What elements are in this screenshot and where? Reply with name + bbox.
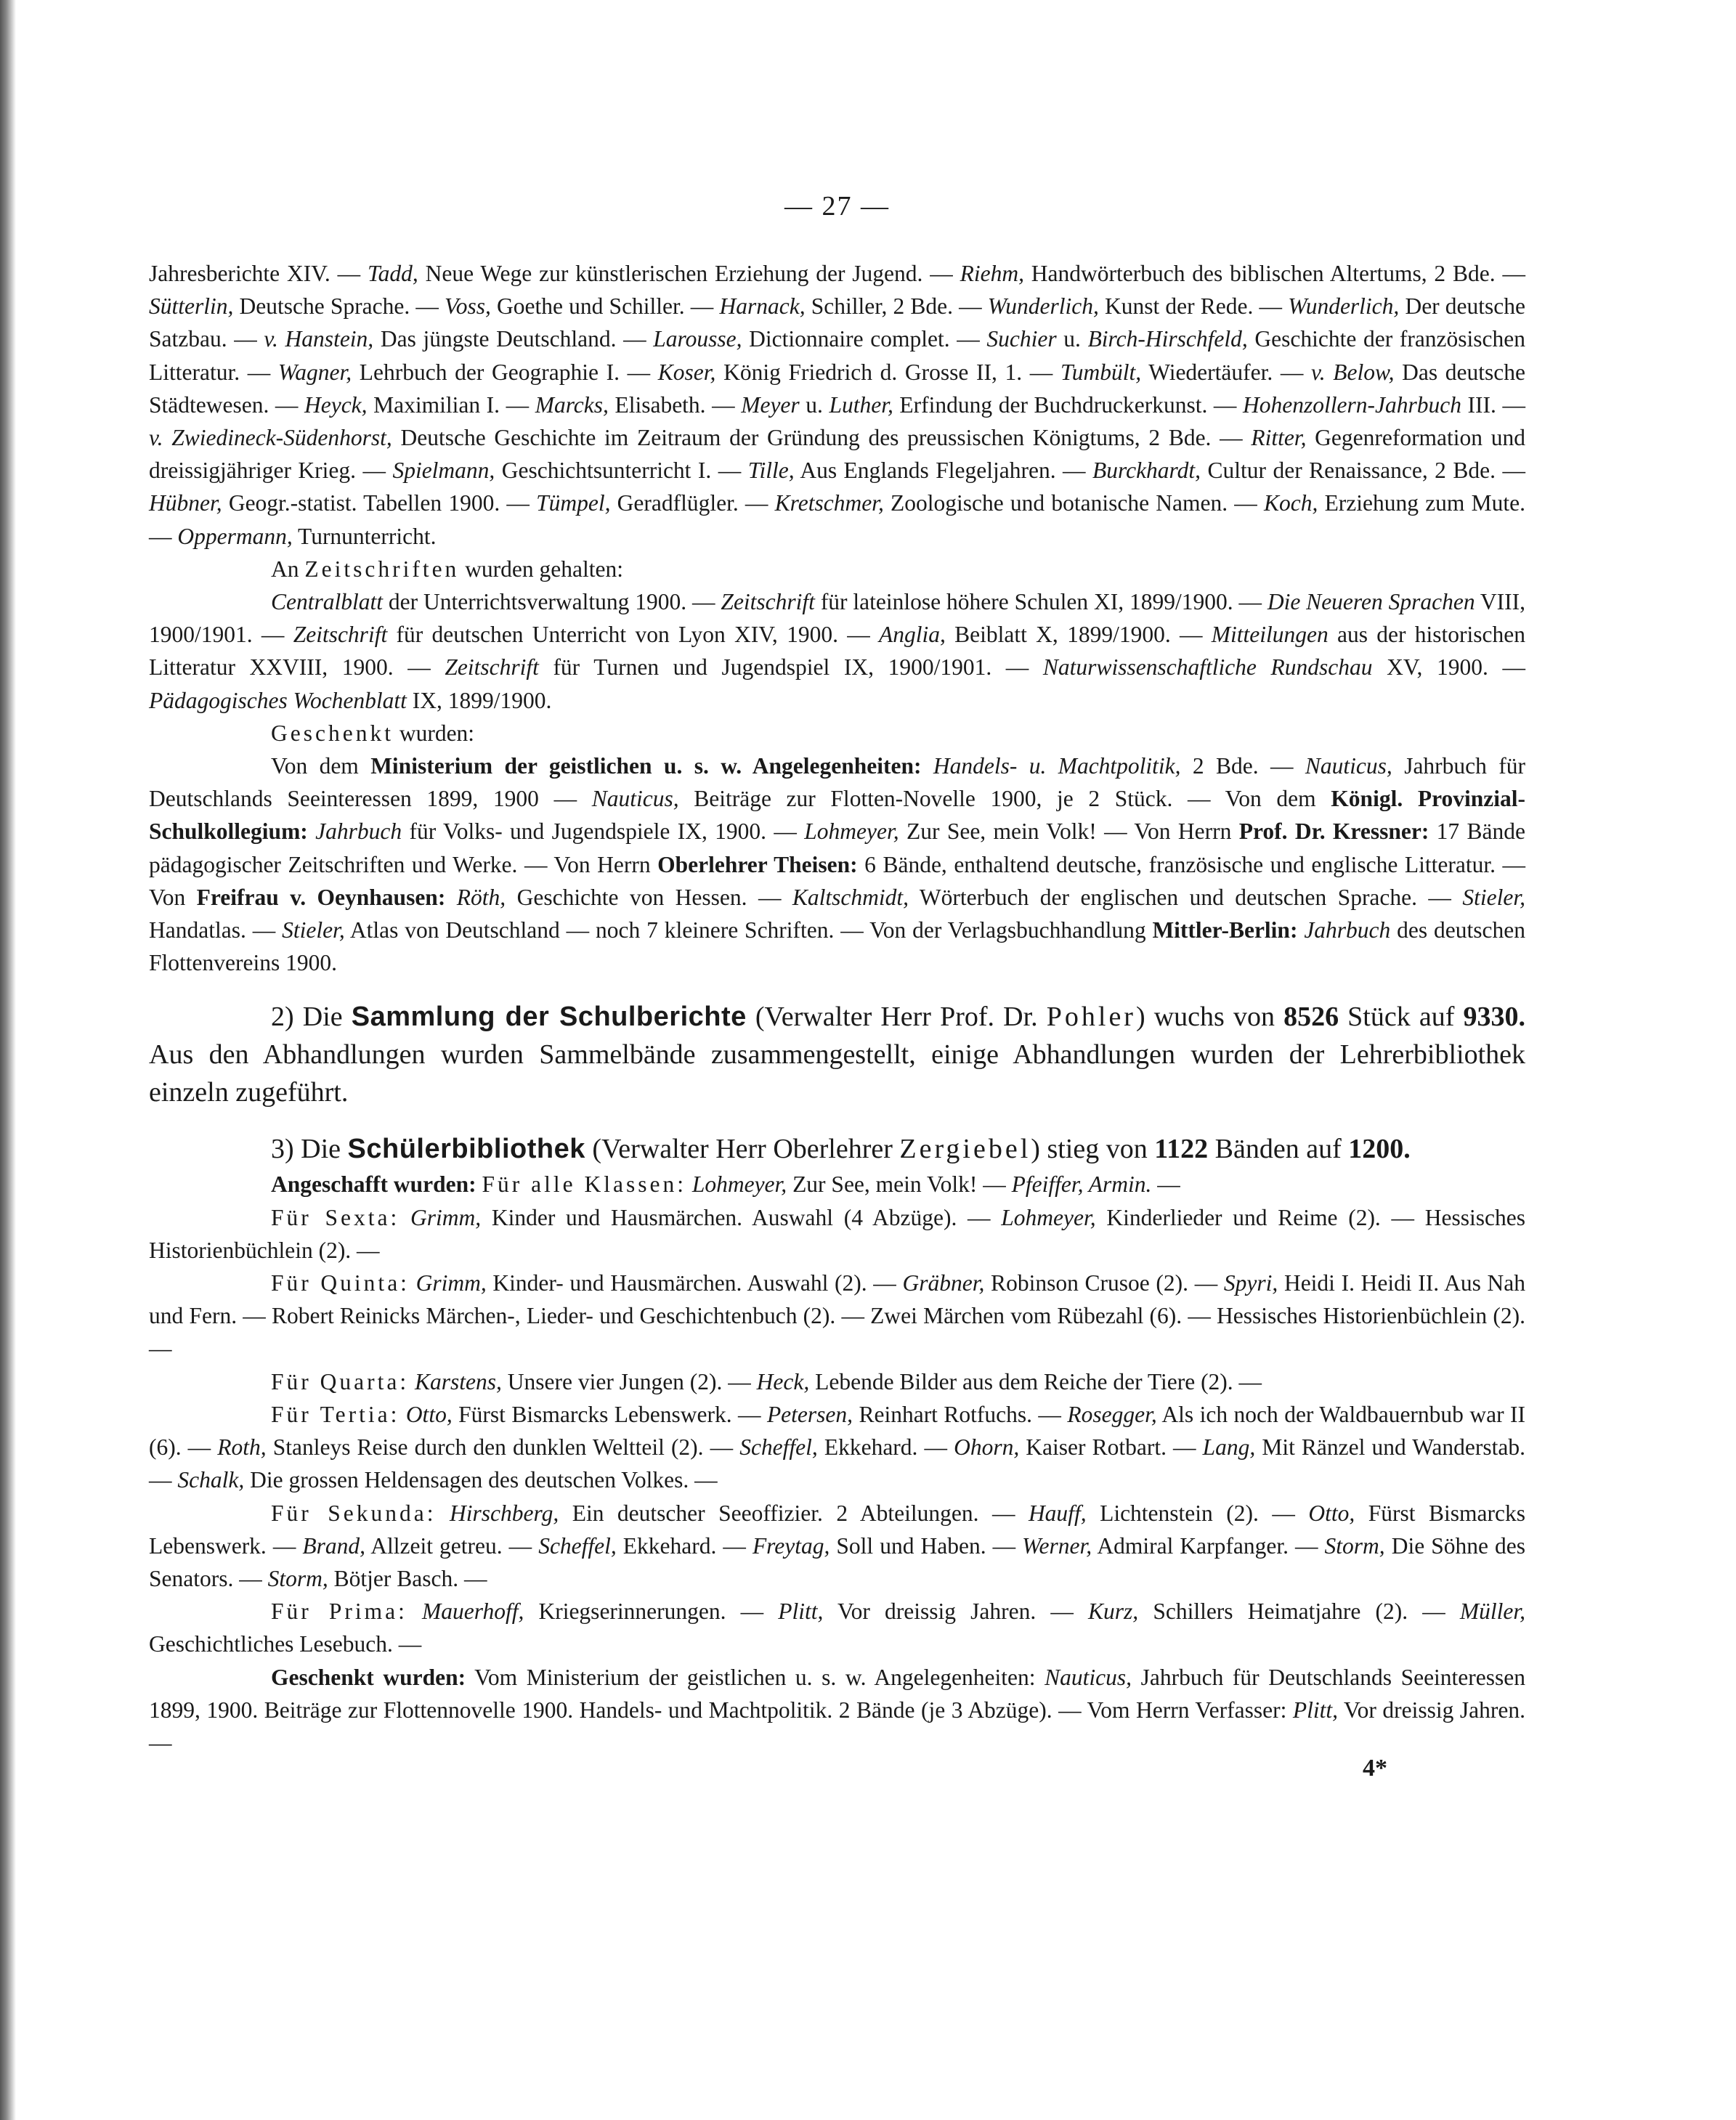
italic-run: Hauff,: [1028, 1500, 1087, 1526]
italic-run: Brand,: [302, 1532, 365, 1559]
italic-run: Wunderlich,: [1288, 293, 1400, 320]
italic-run: Rosegger,: [1067, 1401, 1157, 1427]
italic-run: Jahrbuch: [315, 819, 402, 845]
italic-run: Ritter,: [1251, 425, 1307, 451]
italic-run: Oppermann,: [177, 523, 293, 549]
italic-run: Centralblatt: [271, 589, 384, 615]
italic-run: v. Hanstein,: [264, 326, 374, 352]
italic-run: Mauerhoff,: [422, 1599, 524, 1625]
section-schuelerbibliothek: 3) Die Schülerbibliothek (Verwalter Herr Oberlehrer Zergiebel) stieg von 1122 Bänden auf 1200.: [271, 1134, 1411, 1165]
italic-run: Harnack,: [719, 293, 806, 320]
italic-run: Wunderlich,: [987, 293, 1099, 320]
bold-run: Königl. Provinzial-Schulkollegium:: [149, 786, 1525, 845]
bold-run: Oberlehrer Theisen:: [657, 851, 858, 877]
italic-run: Kaltschmidt,: [792, 884, 909, 910]
paragraph-angeschafft: Angeschafft wurden: Für alle Klassen: Lohmeyer, Zur See, mein Volk! — Pfeiffer, Armin. —: [271, 1171, 1180, 1198]
italic-run: Hübner,: [149, 490, 222, 516]
bold-run: 8526: [1283, 1002, 1339, 1033]
italic-run: Burckhardt,: [1092, 458, 1201, 484]
paragraph-geschenkt-list: Von dem Ministerium der geistlichen u. s. w. Angelegenheiten: Handels- u. Machtpolitik, 2 Bde. — Nauticus, Jahrbuch für Deutschlands Seeinteressen 1899, 1900 — Nauticus, Beiträge zur Flotten-Novelle 1900, je 2 Stück. — Von dem Königl. Provinzial-Schulkollegium: Jahrbuch für Volks- und Jugendspiele IX, 1900. — Lohmeyer, Zur See, mein Volk! — Von Herrn Prof. Dr. Kressner: 17 Bände pädagogischer Zeitschriften und Werke. — Von Herrn Oberlehrer Theisen: 6 Bände, enthaltend deutsche, französische und englische Litteratur. — Von Freifrau v. Oeynhausen: Röth, Geschichte von Hessen. — Kaltschmidt, Wörterbuch der englischen und deutschen Sprache. — Stieler, Handatlas. — Stieler, Atlas von Deutschland — noch 7 kleinere Schriften. — Von der Verlagsbuchhandlung Mittler-Berlin: Jahrbuch des deutschen Flottenvereins 1900.: [149, 753, 1526, 976]
paragraph-sexta: Für Sexta: Grimm, Kinder und Hausmärchen. Auswahl (4 Abzüge). — Lohmeyer, Kinderlieder und Reime (2). — Hessisches Historienbüchlein (2). —: [149, 1204, 1525, 1263]
italic-run: Roth,: [217, 1434, 267, 1461]
bold-run: 1200.: [1348, 1134, 1411, 1165]
italic-run: Die Neueren Sprachen: [1267, 589, 1475, 615]
paragraph-quarta: Für Quarta: Karstens, Unsere vier Jungen (2). — Heck, Lebende Bilder aus dem Reiche der Tiere (2). —: [271, 1368, 1262, 1394]
italic-run: Petersen,: [766, 1401, 853, 1427]
spaced-run: Für Sexta:: [271, 1204, 400, 1230]
italic-run: Suchier: [986, 326, 1057, 352]
italic-run: Otto,: [1308, 1500, 1355, 1526]
italic-run: Heck,: [756, 1368, 810, 1394]
italic-run: Riehm,: [960, 261, 1024, 286]
italic-run: Zeitschrift: [293, 622, 388, 648]
italic-run: Kretschmer,: [774, 490, 884, 516]
italic-run: Voss,: [445, 293, 491, 320]
heading-run: Sammlung der Schulberichte: [351, 1002, 747, 1033]
signature-mark: 4*: [1363, 1755, 1387, 1782]
italic-run: Tümpel,: [536, 490, 611, 516]
italic-run: Naturwissenschaftliche Rundschau: [1042, 654, 1373, 681]
bold-run: Ministerium der geistlichen u. s. w. Angelegenheiten:: [370, 753, 922, 779]
italic-run: Anglia,: [879, 622, 946, 648]
italic-run: Karstens,: [414, 1368, 502, 1394]
italic-run: Pfeiffer, Armin.: [1011, 1171, 1152, 1198]
italic-run: Tadd,: [367, 261, 418, 286]
spaced-run: Für Quarta:: [271, 1368, 410, 1394]
italic-run: Lohmeyer,: [691, 1171, 787, 1198]
paragraph-prima: Für Prima: Mauerhoff, Kriegserinnerungen. — Plitt, Vor dreissig Jahren. — Kurz, Schillers Heimatjahre (2). — Müller, Geschichtliches Lesebuch. —: [149, 1599, 1526, 1657]
italic-run: Scheffel,: [739, 1434, 818, 1461]
italic-run: Nauticus,: [1045, 1664, 1132, 1690]
italic-run: Storm,: [267, 1565, 328, 1591]
italic-run: Gräbner,: [902, 1270, 985, 1296]
italic-run: Heyck,: [304, 391, 368, 418]
paragraph-lehrerbibliothek-continued: Jahresberichte XIV. — Tadd, Neue Wege zur künstlerischen Erziehung der Jugend. — Riehm, Handwörterbuch des biblischen Altertums, 2 Bde. — Sütterlin, Deutsche Sprache. — Voss, Goethe und Schiller. — Harnack, Schiller, 2 Bde. — Wunderlich, Kunst der Rede. — Wunderlich, Der deutsche Satzbau. — v. Hanstein, Das jüngste Deutschland. — Larousse, Dictionnaire complet. — Suchier u. Birch-Hirschfeld, Geschichte der französischen Litteratur. — Wagner, Lehrbuch der Geographie I. — Koser, König Friedrich d. Grosse II, 1. — Tumbült, Wiedertäufer. — v. Below, Das deutsche Städtewesen. — Heyck, Maximilian I. — Marcks, Elisabeth. — Meyer u. Luther, Erfindung der Buchdruckerkunst. — Hohenzollern-Jahrbuch III. — v. Zwiedineck-Südenhorst, Deutsche Geschichte im Zeitraum der Gründung des preussischen Königtums, 2 Bde. — Ritter, Gegenreformation und dreissigjähriger Krieg. — Spielmann, Geschichtsunterricht I. — Tille, Aus Englands Flegeljahren. — Burckhardt, Cultur der Renaissance, 2 Bde. — Hübner, Geogr.-statist. Tabellen 1900. — Tümpel, Geradflügler. — Kretschmer, Zoologische und botanische Namen. — Koch, Erziehung zum Mute. — Oppermann, Turnunterricht.: [149, 261, 1526, 549]
heading-run: Schülerbibliothek: [347, 1134, 585, 1165]
italic-run: Tumbült,: [1060, 359, 1142, 385]
italic-run: Pädagogisches Wochenblatt: [149, 687, 407, 713]
italic-run: Spielmann,: [392, 458, 495, 484]
bold-run: Angeschafft wurden:: [271, 1171, 476, 1198]
italic-run: Marcks,: [535, 391, 609, 418]
italic-run: Wagner,: [277, 359, 352, 385]
spaced-run: Für alle Klassen:: [482, 1171, 686, 1198]
spaced-run: Zeitschriften: [304, 556, 460, 582]
italic-run: v. Zwiedineck-Südenhorst,: [149, 425, 392, 451]
italic-run: Kurz,: [1088, 1599, 1139, 1625]
italic-run: Zeitschrift: [445, 654, 539, 681]
italic-run: Spyri,: [1223, 1270, 1278, 1296]
bold-run: Prof. Dr. Kressner:: [1238, 819, 1429, 845]
italic-run: Lang,: [1202, 1434, 1256, 1461]
italic-run: Stieler,: [1462, 884, 1525, 910]
bold-run: Freifrau v. Oeynhausen:: [196, 884, 446, 910]
paragraph-sekunda: Für Sekunda: Hirschberg, Ein deutscher Seeoffizier. 2 Abteilungen. — Hauff, Lichtenstein (2). — Otto, Fürst Bismarcks Lebenswerk. — Brand, Allzeit getreu. — Scheffel, Ekkehard. — Freytag, Soll und Haben. — Werner, Admiral Karpfanger. — Storm, Die Söhne des Senators. — Storm, Bötjer Basch. —: [149, 1500, 1525, 1591]
italic-run: Stieler,: [282, 917, 345, 943]
italic-run: Meyer: [741, 391, 800, 418]
italic-run: Sütterlin,: [149, 293, 234, 320]
paragraph-geschenkt-heading: Geschenkt wurden:: [271, 720, 475, 746]
italic-run: Mitteilungen: [1211, 622, 1329, 648]
italic-run: Grimm,: [415, 1270, 487, 1296]
bold-run: Mittler-Berlin:: [1152, 917, 1298, 943]
italic-run: Lohmeyer,: [1001, 1204, 1096, 1230]
spaced-run: Für Prima:: [271, 1599, 407, 1625]
italic-run: Scheffel,: [538, 1532, 617, 1559]
paragraph-schueler-geschenkt: Geschenkt wurden: Vom Ministerium der geistlichen u. s. w. Angelegenheiten: Nauticus, Jahrbuch für Deutschlands Seeinteressen 1899, 1900. Beiträge zur Flottennovelle 1900. Handels- und Machtpolitik. 2 Bände (je 3 Abzüge). — Vom Herrn Verfasser: Plitt, Vor dreissig Jahren. —: [149, 1664, 1526, 1755]
italic-run: Müller,: [1459, 1599, 1526, 1625]
italic-run: Lohmeyer,: [804, 819, 899, 845]
italic-run: Luther,: [829, 391, 893, 418]
italic-run: Otto,: [405, 1401, 453, 1427]
spaced-run: Zergiebel: [899, 1134, 1031, 1165]
paragraph-zeitschriften-heading: An Zeitschriften wurden gehalten:: [271, 556, 623, 582]
italic-run: Koser,: [657, 359, 716, 385]
section-sammlung-schulberichte: 2) Die Sammlung der Schulberichte (Verwalter Herr Prof. Dr. Pohler) wuchs von 8526 Stück auf 9330. Aus den Abhandlungen wurden Sammelbände zusammengestellt, einige Abhandlungen wurden der Lehrerbibliothek einzeln zugeführt.: [149, 1002, 1525, 1108]
italic-run: Nauticus,: [591, 786, 679, 812]
bold-run: 9330.: [1463, 1002, 1525, 1033]
document-page: [149, 190, 1525, 1782]
italic-run: Jahrbuch: [1304, 917, 1391, 943]
spaced-run: Pohler: [1046, 1002, 1136, 1033]
italic-run: v. Below,: [1311, 359, 1395, 385]
italic-run: Storm,: [1324, 1532, 1385, 1559]
bold-run: Geschenkt wurden:: [271, 1664, 466, 1690]
italic-run: Nauticus,: [1305, 753, 1392, 779]
italic-run: Schalk,: [177, 1467, 245, 1493]
italic-run: Birch-Hirschfeld,: [1087, 326, 1248, 352]
italic-run: Handels- u. Machtpolitik,: [933, 753, 1181, 779]
italic-run: Freytag,: [752, 1532, 830, 1559]
italic-run: Koch,: [1264, 490, 1318, 516]
spaced-run: Für Tertia:: [271, 1401, 400, 1427]
paragraph-tertia: Für Tertia: Otto, Fürst Bismarcks Lebenswerk. — Petersen, Reinhart Rotfuchs. — Rosegger, Als ich noch der Waldbauernbub war II (6). — Roth, Stanleys Reise durch den dunklen Weltteil (2). — Scheffel, Ekkehard. — Ohorn, Kaiser Rotbart. — Lang, Mit Ränzel und Wanderstab. — Schalk, Die grossen Heldensagen des deutschen Volkes. —: [149, 1401, 1525, 1493]
page-number: — 27 —: [784, 191, 890, 222]
italic-run: Werner,: [1022, 1532, 1092, 1559]
scan-border: [0, 0, 16, 2120]
spaced-run: Für Quinta:: [271, 1270, 410, 1296]
bold-run: 1122: [1154, 1134, 1209, 1165]
paragraph-zeitschriften-list: Centralblatt der Unterrichtsverwaltung 1900. — Zeitschrift für lateinlose höhere Schulen XI, 1899/1900. — Die Neueren Sprachen VIII, 1900/1901. — Zeitschrift für deutschen Unterricht von Lyon XIV, 1900. — Anglia, Beiblatt X, 1899/1900. — Mitteilungen aus der historischen Litteratur XXVIII, 1900. — Zeitschrift für Turnen und Jugendspiel IX, 1900/1901. — Naturwissenschaftliche Rundschau XV, 1900. — Pädagogisches Wochenblatt IX, 1899/1900.: [149, 589, 1526, 713]
paragraph-quinta: Für Quinta: Grimm, Kinder- und Hausmärchen. Auswahl (2). — Gräbner, Robinson Crusoe (2). — Spyri, Heidi I. Heidi II. Aus Nah und Fern. — Robert Reinicks Märchen-, Lieder- und Geschichtenbuch (2). — Zwei Märchen vom Rübezahl (6). — Hessisches Historienbüchlein (2). —: [149, 1270, 1526, 1362]
italic-run: Zeitschrift: [721, 589, 815, 615]
italic-run: Plitt,: [1292, 1697, 1339, 1723]
italic-run: Plitt,: [778, 1599, 824, 1625]
spaced-run: Geschenkt: [271, 720, 394, 746]
italic-run: Hohenzollern-Jahrbuch: [1243, 391, 1461, 418]
spaced-run: Für Sekunda:: [271, 1500, 437, 1526]
italic-run: Tille,: [747, 458, 795, 484]
italic-run: Hirschberg,: [450, 1500, 559, 1526]
italic-run: Ohorn,: [954, 1434, 1020, 1461]
italic-run: Larousse,: [653, 326, 742, 352]
italic-run: Röth,: [456, 884, 506, 910]
italic-run: Grimm,: [410, 1204, 482, 1230]
